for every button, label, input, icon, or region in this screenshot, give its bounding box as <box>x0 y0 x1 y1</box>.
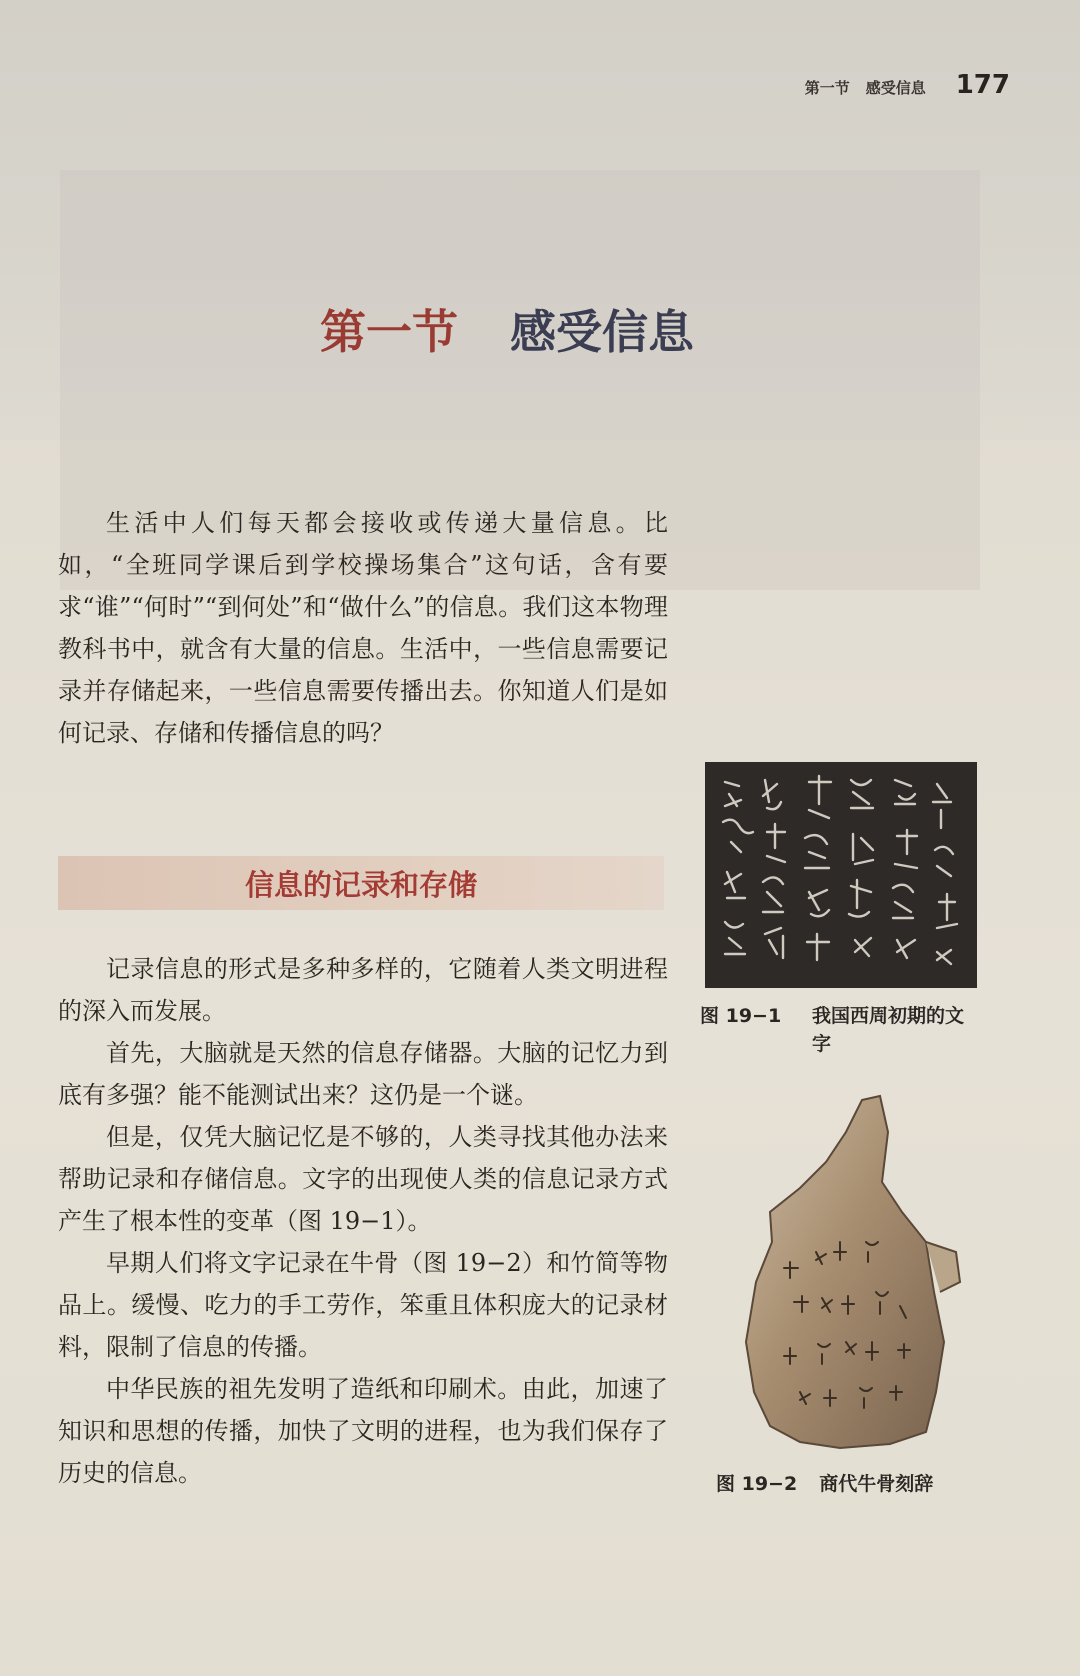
figure-19-2-text: 商代牛骨刻辞 <box>819 1473 934 1495</box>
section-heading: 信息的记录和存储 <box>244 867 477 902</box>
paragraph-5: 中华民族的祖先发明了造纸和印刷术。由此，加速了知识和思想的传播，加快了文明的进程，也为我们保存了历史的信息。 <box>58 1375 668 1487</box>
running-head-section: 第一节 <box>804 79 850 97</box>
figure-19-1-number: 图 19−1 <box>700 1005 782 1027</box>
chapter-number: 第一节 <box>320 305 458 359</box>
paragraph-3: 但是，仅凭大脑记忆是不够的，人类寻找其他办法来帮助记录和存储信息。文字的出现使人类的信息记录方式产生了根本性的变革（图 19−1）。 <box>58 1123 668 1235</box>
figure-19-2-caption <box>716 1470 1006 1498</box>
oracle-bone-illustration <box>730 1092 970 1454</box>
page-number: 177 <box>955 70 1010 100</box>
figure-19-2-image <box>730 1092 970 1454</box>
running-head <box>805 70 1010 100</box>
running-head-title: 感受信息 <box>865 79 926 97</box>
chapter-name: 感受信息 <box>510 305 694 359</box>
paragraph-4: 早期人们将文字记录在牛骨（图 19−2）和竹简等物品上。缓慢、吃力的手工劳作，笨重且体积庞大的记录材料，限制了信息的传播。 <box>58 1249 668 1361</box>
section-body <box>58 948 668 1494</box>
inscription-rubbing-illustration <box>705 762 977 988</box>
section-banner <box>58 856 664 910</box>
figure-19-1-image <box>705 762 977 988</box>
intro-text <box>58 502 668 754</box>
paragraph-2: 首先，大脑就是天然的信息存储器。大脑的记忆力到底有多强？能不能测试出来？这仍是一个谜。 <box>58 1039 668 1109</box>
figure-19-2-number: 图 19−2 <box>716 1473 798 1495</box>
figure-19-1-text: 我国西周初期的文字 <box>812 1005 965 1055</box>
paragraph-1: 记录信息的形式是多种多样的，它随着人类文明进程的深入而发展。 <box>58 955 668 1025</box>
chapter-title <box>320 296 694 362</box>
figure-19-1-caption <box>700 1002 990 1058</box>
intro-paragraph: 生活中人们每天都会接收或传递大量信息。比如，“全班同学课后到学校操场集合”这句话，含有要求“谁”“何时”“到何处”和“做什么”的信息。我们这本物理教科书中，就含有大量的信息。生活中，一些信息需要记录并存储起来，一些信息需要传播出去。你知道人们是如何记录、存储和传播信息的吗？ <box>58 509 668 747</box>
